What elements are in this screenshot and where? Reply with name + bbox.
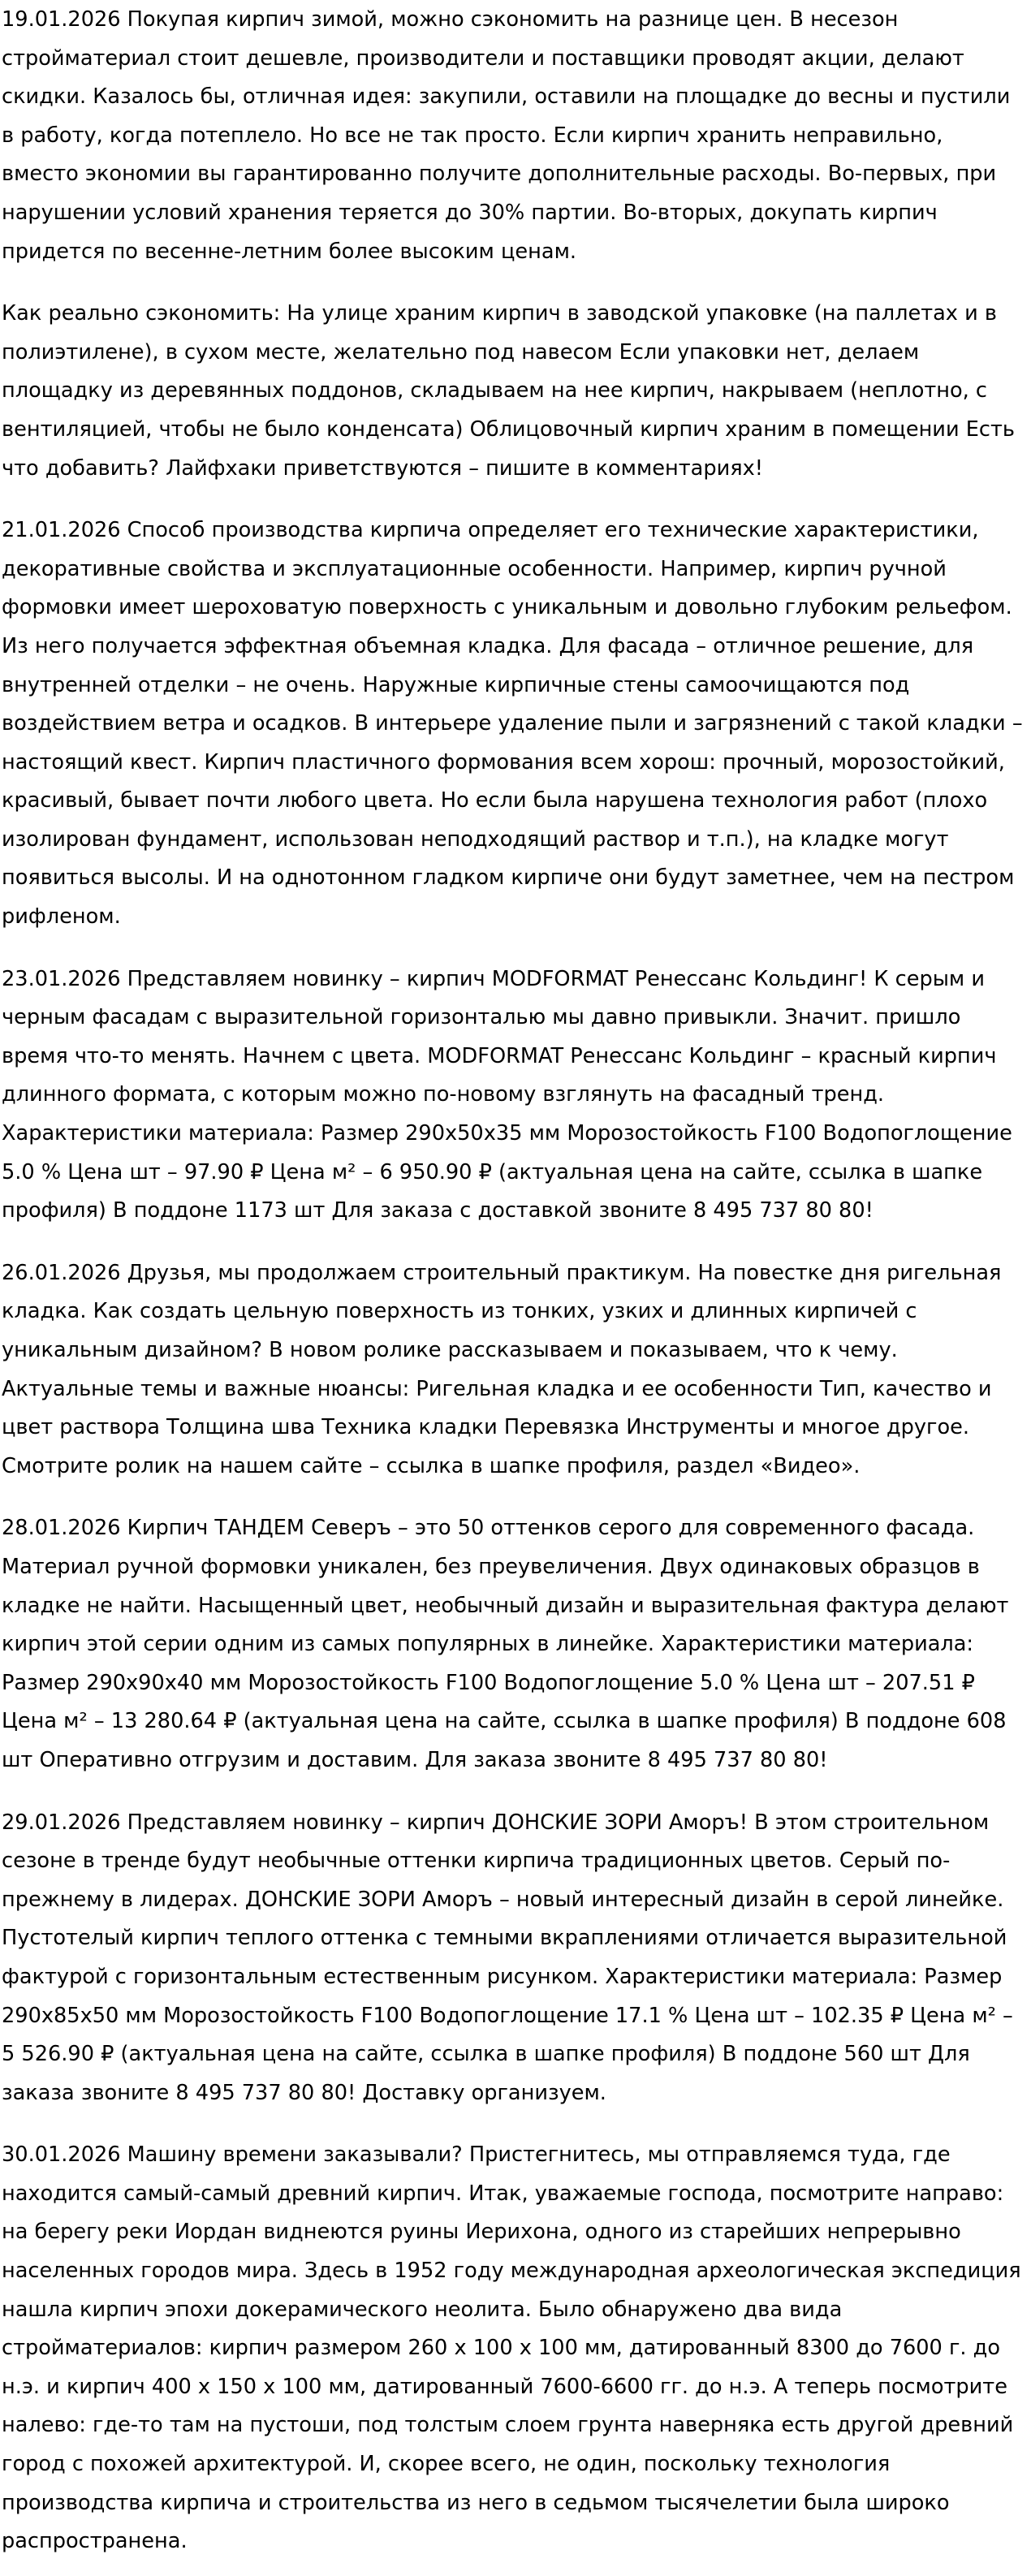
post-2026-01-29: 29.01.2026 Представляем новинку – кирпич ДОНСКИЕ ЗОРИ Аморъ! В этом строительном сезоне в тренде будут необычные оттенки кирпича традиционных цветов. Серый по-прежнему в лидерах. ДОНСКИЕ ЗОРИ Аморъ – новый интересный дизайн в серой линейке. Пустотелый кирпич теплого оттенка с темными вкраплениями отличается выразительной фактурой с горизонтальным естественным рисунком. Характеристики материала: Размер 290x85x50 мм Морозостойкость F100 Водопоглощение 17.1 % Цена шт – 102.35 ₽ Цена м² – 5 526.90 ₽ (актуальная цена на сайте, ссылка в шапке профиля) В поддоне 560 шт Для заказа звоните 8 495 737 80 80! Доставку организуем. [2,1810,1013,2105]
post-2026-01-21: 21.01.2026 Способ производства кирпича определяет его технические характеристики, декоративные свойства и эксплуатационные особенности. Например, кирпич ручной формовки имеет шероховатую поверхность с уникальным и довольно глубоким рельефом. Из него получается эффектная объемная кладка. Для фасада – отличное решение, для внутренней отделки – не очень. Наружные кирпичные стены самоочищаются под воздействием ветра и осадков. В интерьере удаление пыли и загрязнений с такой кладки – настоящий квест. Кирпич пластичного формования всем хорош: прочный, морозостойкий, красивый, бывает почти любого цвета. Но если была нарушена технология работ (плохо изолирован фундамент, использован неподходящий раствор и т.п.), на кладке могут появиться высолы. И на однотонном гладком кирпиче они будут заметнее, чем на пестром рифленом. [2,518,1023,930]
post-2026-01-23: 23.01.2026 Представляем новинку – кирпич MODFORMAT Ренессанс Кольдинг! К серым и черным фасадам с выразительной горизонталью мы давно привыкли. Значит. пришло время что-то менять. Начнем с цвета. MODFORMAT Ренессанс Кольдинг – красный кирпич длинного формата, с которым можно по-новому взглянуть на фасадный тренд. Характеристики материала: Размер 290x50x35 мм Морозостойкость F100 Водопоглощение 5.0 % Цена шт – 97.90 ₽ Цена м² – 6 950.90 ₽ (актуальная цена на сайте, ссылка в шапке профиля) В поддоне 1173 шт Для заказа с доставкой звоните 8 495 737 80 80! [2,966,1012,1223]
post-2026-01-19: 19.01.2026 Покупая кирпич зимой, можно сэкономить на разнице цен. В несезон стройматериал стоит дешевле, производители и поставщики проводят акции, делают скидки. Казалось бы, отличная идея: закупили, оставили на площадке до весны и пустили в работу, когда потеплело. Но все не так просто. Если кирпич хранить неправильно, вместо экономии вы гарантированно получите дополнительные расходы. Во-первых, при нарушении условий хранения теряется до 30% партии. Во-вторых, докупать кирпич придется по весенне-летним более высоким ценам. [2,7,1011,264]
post-how-to-save: Как реально сэкономить: На улице храним кирпич в заводской упаковке (на паллетах и в полиэтилене), в сухом месте, желательно под навесом Если упаковки нет, делаем площадку из деревянных поддонов, складываем на нее кирпич, накрываем (неплотно, с вентиляцией, чтобы не было конденсата) Облицовочный кирпич храним в помещении Есть что добавить? Лайфхаки приветствуются – пишите в комментариях! [2,301,1015,481]
post-2026-01-28: 28.01.2026 Кирпич ТАНДЕМ Северъ – это 50 оттенков серого для современного фасада. Материал ручной формовки уникален, без преувеличения. Двух одинаковых образцов в кладке не найти. Насыщенный цвет, необычный дизайн и выразительная фактура делают кирпич этой серии одним из самых популярных в линейке. Характеристики материала: Размер 290x90x40 мм Морозостойкость F100 Водопоглощение 5.0 % Цена шт – 207.51 ₽ Цена м² – 13 280.64 ₽ (актуальная цена на сайте, ссылка в шапке профиля) В поддоне 608 шт Оперативно отгрузим и доставим. Для заказа звоните 8 495 737 80 80! [2,1516,1009,1772]
post-2026-01-30: 30.01.2026 Машину времени заказывали? Пристегнитесь, мы отправляемся туда, где находится самый-самый древний кирпич. Итак, уважаемые господа, посмотрите направо: на берегу реки Иордан виднеются руины Иерихона, одного из старейших непрерывно населенных городов мира. Здесь в 1952 году международная археологическая экспедиция нашла кирпич эпохи докерамического неолита. Было обнаружено два вида стройматериалов: кирпич размером 260 x 100 x 100 мм, датированный 8300 до 7600 г. до н.э. и кирпич 400 x 150 x 100 мм, датированный 7600-6600 гг. до н.э. А теперь посмотрите налево: где-то там на пустоши, под толстым слоем грунта наверняка есть другой древний город с похожей архитектурой. И, скорее всего, не один, поскольку технология производства кирпича и строительства из него в седьмом тысячелетии была широко распространена. [2,2142,1021,2554]
post-2026-01-26: 26.01.2026 Друзья, мы продолжаем строительный практикум. На повестке дня ригельная кладка. Как создать цельную поверхность из тонких, узких и длинных кирпичей с уникальным дизайном? В новом ролике рассказываем и показываем, что к чему. Актуальные темы и важные нюансы: Ригельная кладка и ее особенности Тип, качество и цвет раствора Толщина шва Техника кладки Перевязка Инструменты и многое другое. Смотрите ролик на нашем сайте – ссылка в шапке профиля, раздел «Видео». [2,1260,1002,1478]
